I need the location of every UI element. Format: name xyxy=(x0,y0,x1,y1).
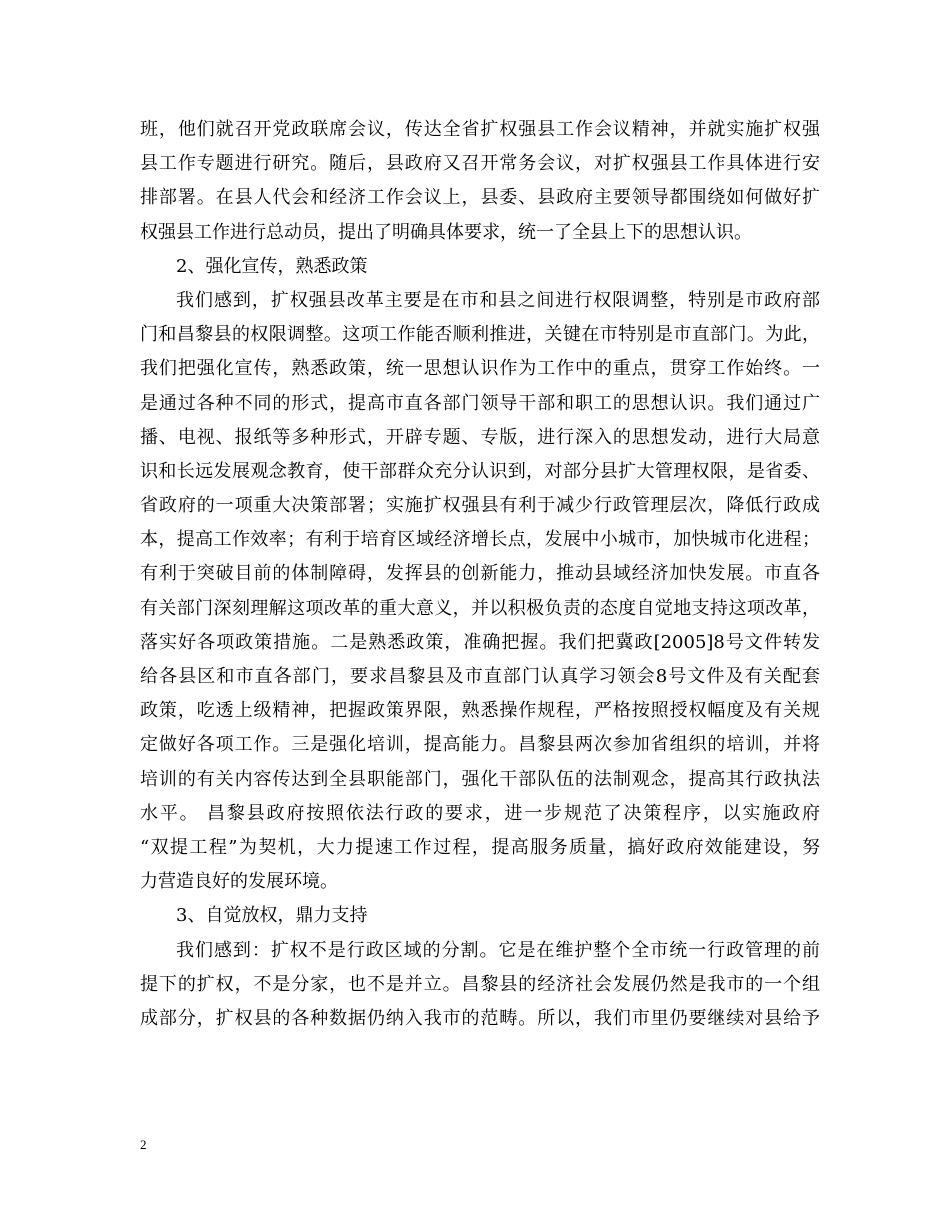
page-number: 2 xyxy=(140,1137,147,1152)
text-line: 班，他们就召开党政联席会议，传达全省扩权强县工作会议精神，并就实施扩权强 xyxy=(140,119,820,140)
text-line: 培训的有关内容传达到全县职能部门，强化干部队伍的法制观念，提高其行政执法 xyxy=(140,768,820,790)
text-line: 政策，吃透上级精神，把握政策界限，熟悉操作规程，严格按照授权幅度及有关规 xyxy=(140,700,820,722)
text-line: 是通过各种不同的形式，提高市直各部门领导干部和职工的思想认识。我们通过广 xyxy=(140,392,820,414)
text-line: 排部署。在县人代会和经济工作会议上，县委、县政府主要领导都围绕如何做好扩 xyxy=(140,187,820,209)
text-line: 我们把强化宣传，熟悉政策，统一思想认识作为工作中的重点，贯穿工作始终。一 xyxy=(140,358,820,380)
text-line: 定做好各项工作。三是强化培训，提高能力。昌黎县两次参加省组织的培训，并将 xyxy=(140,734,820,756)
text-line: 我们感到：扩权不是行政区域的分割。它是在维护整个全市统一行政管理的前 xyxy=(176,939,820,961)
text-line: 权强县工作进行总动员，提出了明确具体要求，统一了全县上下的思想认识。 xyxy=(140,221,752,243)
text-line: 有利于突破目前的体制障碍，发挥县的创新能力，推动县域经济加快发展。市直各 xyxy=(140,563,820,585)
text-line: 有关部门深刻理解这项改革的重大意义，并以积极负责的态度自觉地支持这项改革， xyxy=(140,597,820,619)
text-line: 门和昌黎县的权限调整。这项工作能否顺利推进，关键在市特别是市直部门。为此， xyxy=(140,324,820,346)
text-line: 水平。 昌黎县政府按照依法行政的要求，进一步规范了决策程序，以实施政府 xyxy=(140,802,820,824)
text-line: 播、电视、报纸等多种形式，开辟专题、专版，进行深入的思想发动，进行大局意 xyxy=(140,426,820,448)
text-line: 县工作专题进行研究。随后，县政府又召开常务会议，对扩权强县工作具体进行安 xyxy=(140,153,820,175)
text-line: 落实好各项政策措施。二是熟悉政策，准确把握。我们把冀政[2005]8号文件转发 xyxy=(140,631,820,653)
text-line: 2、强化宣传，熟悉政策 xyxy=(176,255,368,277)
text-line: 我们感到，扩权强县改革主要是在市和县之间进行权限调整，特别是市政府部 xyxy=(176,289,820,311)
text-line: 给各县区和市直各部门，要求昌黎县及市直部门认真学习领会8号文件及有关配套 xyxy=(140,666,820,687)
text-line: 识和长远发展观念教育，使干部群众充分认识到，对部分县扩大管理权限，是省委、 xyxy=(140,460,820,482)
text-line: 本，提高工作效率；有利于培育区域经济增长点，发展中小城市，加快城市化进程； xyxy=(140,529,820,551)
text-line: 3、自觉放权，鼎力支持 xyxy=(176,905,368,927)
body-text xyxy=(140,113,820,1036)
text-line: 成部分，扩权县的各种数据仍纳入我市的范畴。所以，我们市里仍要继续对县给予 xyxy=(140,1007,820,1029)
text-line: “双提工程”为契机，大力提速工作过程，提高服务质量，搞好政府效能建设，努 xyxy=(140,836,820,858)
text-line: 省政府的一项重大决策部署；实施扩权强县有利于减少行政管理层次，降低行政成 xyxy=(140,495,820,517)
text-line: 力营造良好的发展环境。 xyxy=(140,871,338,893)
text-line: 提下的扩权，不是分家，也不是并立。昌黎县的经济社会发展仍然是我市的一个组 xyxy=(140,973,820,995)
